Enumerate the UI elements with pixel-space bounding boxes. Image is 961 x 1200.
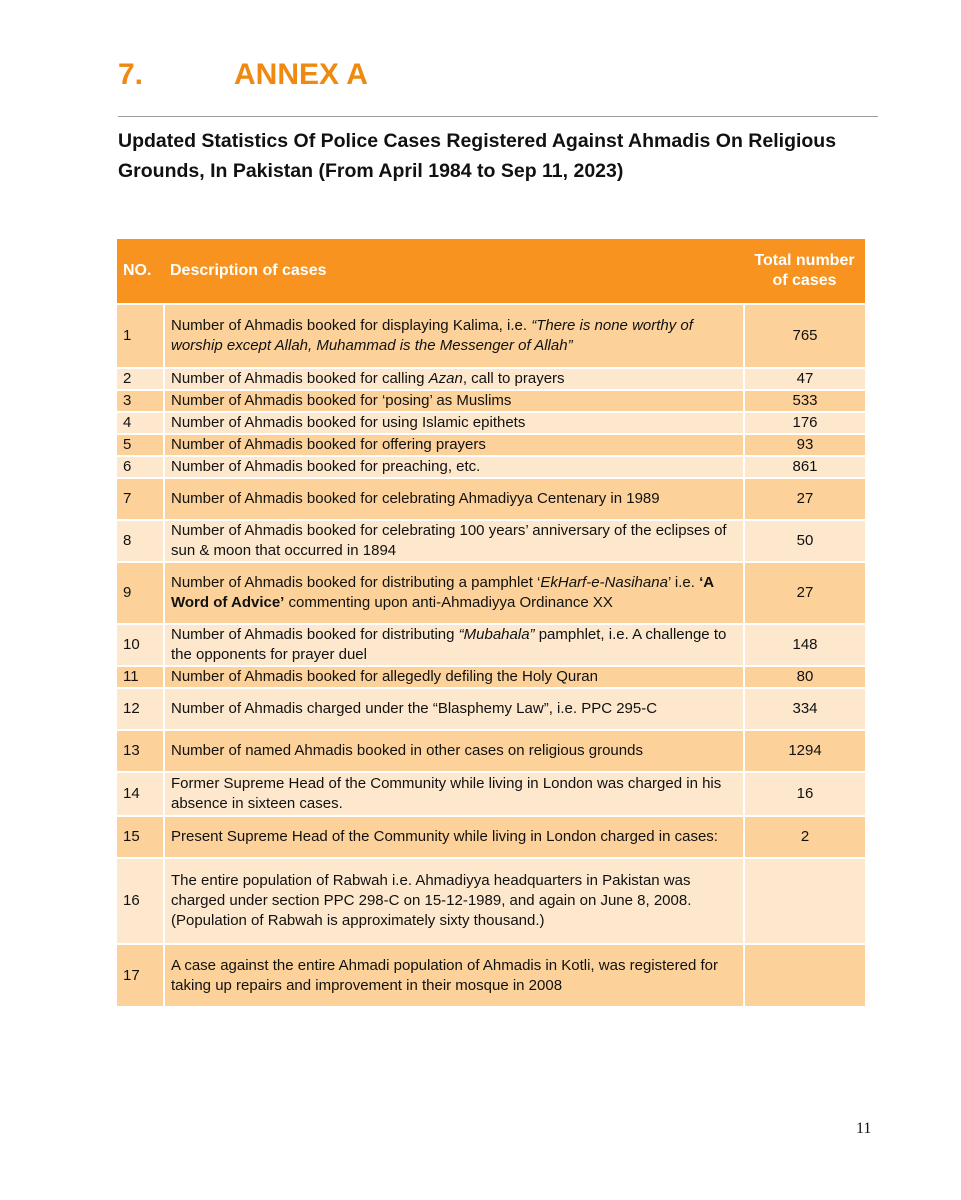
row-total: 861: [744, 456, 865, 478]
row-number: 8: [117, 520, 164, 562]
row-description: [164, 520, 744, 562]
description-text: Number of Ahmadis booked for displaying Kalima, i.e.: [171, 317, 532, 334]
cases-table: [117, 239, 865, 1006]
section-title: ANNEX A: [234, 58, 368, 91]
row-total: [744, 858, 865, 944]
row-total: 1294: [744, 730, 865, 772]
row-number: 14: [117, 772, 164, 816]
row-description: [164, 368, 744, 390]
table-row: [117, 816, 865, 858]
row-description: [164, 688, 744, 730]
description-text: “Mubahala”: [458, 626, 535, 643]
description-text: Number of Ahmadis booked for distributing a pamphlet ‘: [171, 574, 541, 591]
row-total: 27: [744, 478, 865, 520]
table-body: [117, 304, 865, 1006]
description-text: A case against the entire Ahmadi population of Ahmadis in Kotli, was registered for taking up repairs and improvement in their mosque in 2008: [171, 956, 718, 994]
table-row: [117, 456, 865, 478]
description-text: The entire population of Rabwah i.e. Ahmadiyya headquarters in Pakistan was charged under section PPC 298-C on 15-12-1989, and again on June 8, 2008. (Population of Rabwah is approximately sixty thousand.): [171, 872, 692, 929]
row-number: 17: [117, 944, 164, 1006]
table-row: [117, 562, 865, 624]
description-text: ’ i.e.: [667, 574, 700, 591]
row-number: 10: [117, 624, 164, 666]
description-text: Number of Ahmadis booked for offering prayers: [171, 436, 486, 453]
row-total: 16: [744, 772, 865, 816]
row-number: 4: [117, 412, 164, 434]
description-text: Number of Ahmadis booked for using Islamic epithets: [171, 414, 526, 431]
table-row: [117, 434, 865, 456]
section-number: 7.: [118, 58, 144, 91]
row-description: [164, 478, 744, 520]
row-number: 16: [117, 858, 164, 944]
description-text: Number of Ahmadis booked for celebrating Ahmadiyya Centenary in 1989: [171, 490, 660, 507]
row-description: [164, 562, 744, 624]
row-description: [164, 304, 744, 368]
row-total: 93: [744, 434, 865, 456]
row-number: 9: [117, 562, 164, 624]
row-description: [164, 858, 744, 944]
description-text: Number of Ahmadis booked for ‘posing’ as Muslims: [171, 392, 512, 409]
row-total: 2: [744, 816, 865, 858]
row-total: 47: [744, 368, 865, 390]
row-number: 7: [117, 478, 164, 520]
row-number: 6: [117, 456, 164, 478]
row-total: 50: [744, 520, 865, 562]
header-total: Total number of cases: [744, 239, 865, 304]
description-text: Number of Ahmadis booked for allegedly defiling the Holy Quran: [171, 668, 598, 685]
row-total: 533: [744, 390, 865, 412]
description-text: commenting upon anti-Ahmadiyya Ordinance XX: [284, 594, 613, 611]
row-total: 148: [744, 624, 865, 666]
row-number: 2: [117, 368, 164, 390]
row-total: 80: [744, 666, 865, 688]
header-description: Description of cases: [164, 239, 744, 304]
row-number: 1: [117, 304, 164, 368]
table-row: [117, 688, 865, 730]
row-number: 15: [117, 816, 164, 858]
row-total: 176: [744, 412, 865, 434]
table-row: [117, 304, 865, 368]
row-description: [164, 624, 744, 666]
row-total: [744, 944, 865, 1006]
description-text: pamphlet, i.e. A challenge to the opponents for prayer duel: [171, 626, 727, 663]
heading-divider: [118, 116, 878, 117]
description-text: “There is none worthy of worship except Allah, Muhammad is the Messenger of Allah”: [171, 317, 693, 354]
row-number: 11: [117, 666, 164, 688]
row-description: [164, 944, 744, 1006]
description-text: Present Supreme Head of the Community while living in London charged in cases:: [171, 828, 718, 845]
row-number: 5: [117, 434, 164, 456]
table-row: [117, 772, 865, 816]
description-text: Azan: [428, 370, 463, 387]
table-row: [117, 412, 865, 434]
description-text: ‘A Word of Advice’: [171, 574, 714, 611]
table-row: [117, 478, 865, 520]
description-text: Number of Ahmadis booked for celebrating 100 years’ anniversary of the eclipses of sun & moon that occurred in 1894: [171, 522, 727, 559]
description-text: , call to prayers: [462, 370, 565, 387]
table-header-row: [117, 239, 865, 304]
description-text: EkHarf-e-Nasihana: [540, 574, 668, 591]
row-description: [164, 456, 744, 478]
table-row: [117, 624, 865, 666]
row-number: 13: [117, 730, 164, 772]
row-description: [164, 390, 744, 412]
row-description: [164, 666, 744, 688]
description-text: Former Supreme Head of the Community while living in London was charged in his absence in sixteen cases.: [171, 775, 722, 812]
row-number: 12: [117, 688, 164, 730]
description-text: Number of named Ahmadis booked in other cases on religious grounds: [171, 742, 643, 759]
description-text: Number of Ahmadis booked for distributing: [171, 626, 459, 643]
table-row: [117, 944, 865, 1006]
description-text: Number of Ahmadis booked for preaching, etc.: [171, 458, 481, 475]
row-total: 765: [744, 304, 865, 368]
description-text: Number of Ahmadis charged under the “Blasphemy Law”, i.e. PPC 295-C: [171, 700, 658, 717]
description-text: Number of Ahmadis booked for calling: [171, 370, 429, 387]
row-description: [164, 730, 744, 772]
table-row: [117, 368, 865, 390]
table-row: [117, 390, 865, 412]
row-description: [164, 816, 744, 858]
row-description: [164, 412, 744, 434]
section-heading: [118, 58, 368, 92]
table-row: [117, 666, 865, 688]
page-number: 11: [856, 1120, 872, 1137]
table-row: [117, 520, 865, 562]
row-total: 334: [744, 688, 865, 730]
header-no: NO.: [117, 239, 164, 304]
row-number: 3: [117, 390, 164, 412]
table-row: [117, 858, 865, 944]
row-description: [164, 434, 744, 456]
table-title: Updated Statistics Of Police Cases Registered Against Ahmadis On Religious Grounds, In Pakistan (From April 1984 to Sep 11, 2023): [118, 130, 837, 182]
row-total: 27: [744, 562, 865, 624]
table-row: [117, 730, 865, 772]
row-description: [164, 772, 744, 816]
